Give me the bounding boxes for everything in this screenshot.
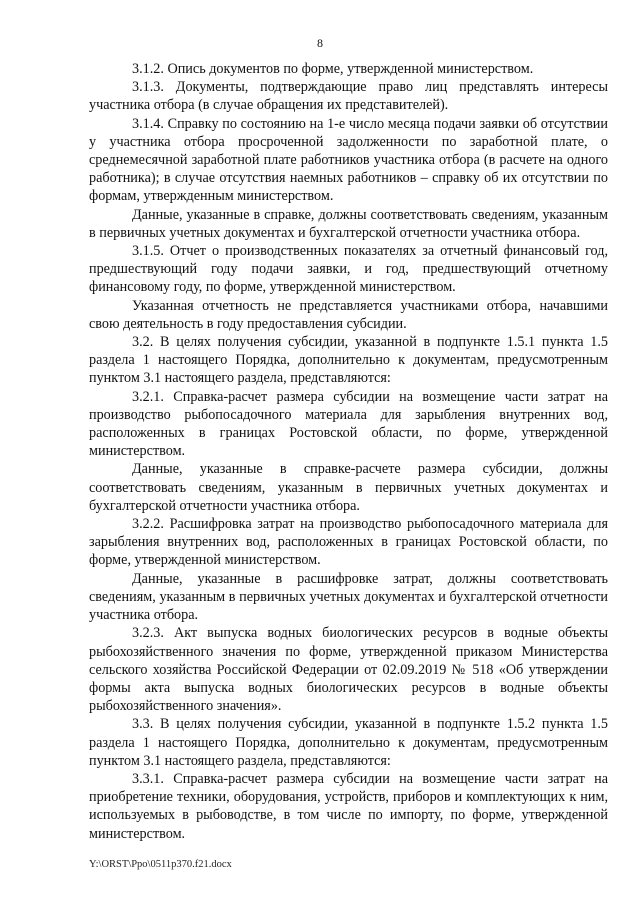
file-path-footer: Y:\ORST\Ppo\0511p370.f21.docx [89,859,232,870]
paragraph-3-1-3: 3.1.3. Документы, подтверждающие право лиц представлять интересы участника отбора (в случае обращения их представителей). [89,79,608,114]
document-body [89,60,608,843]
paragraph-3-1-2: 3.1.2. Опись документов по форме, утвержденной министерством. [132,61,534,77]
paragraph-3-2-2-note: Данные, указанные в расшифровке затрат, должны соответствовать сведениям, указанным в первичных учетных документах и бухгалтерской отчетности участника отбора. [89,570,608,624]
paragraph-3-2-1: 3.2.1. Справка-расчет размера субсидии на возмещение части затрат на производство рыбопосадочного материала для зарыбления внутренних вод, расположенных в границах Ростовской области, по форме, утвержденной министерством. [89,388,608,460]
paragraph-3-1-5-note: Указанная отчетность не представляется участниками отбора, начавшими свою деятельность в году предоставления субсидии. [89,297,608,332]
paragraph-3-1-4: 3.1.4. Справку по состоянию на 1-е число месяца подачи заявки об отсутствии у участника отбора просроченной задолженности по заработной плате, о среднемесячной заработной плате работников участника отбора (в расчете на одного работника); в случае отсутствия наемных работников – справку об их отсутствии по формам, утвержденным министерством. [89,115,608,205]
paragraph-3-2-3: 3.2.3. Акт выпуска водных биологических ресурсов в водные объекты рыбохозяйственного значения по форме, утвержденной приказом Министерства сельского хозяйства Российской Федерации от 02.09.2019 № 518 «Об утверждении формы акта выпуска водных биологических ресурсов в водные объекты рыбохозяйственного значения». [89,625,608,715]
paragraph-3-1-5: 3.1.5. Отчет о производственных показателях за отчетный финансовый год, предшествующий году подачи заявки, и год, предшествующий отчетному финансовому году, по форме, утвержденной министерством. [89,243,608,296]
paragraph-3-3: 3.3. В целях получения субсидии, указанной в подпункте 1.5.2 пункта 1.5 раздела 1 настоящего Порядка, дополнительно к документам, предусмотренным пунктом 3.1 настоящего раздела, представляются: [89,716,608,769]
page-number: 8 [317,36,323,50]
paragraph-3-2: 3.2. В целях получения субсидии, указанной в подпункте 1.5.1 пункта 1.5 раздела 1 настоящего Порядка, дополнительно к документам, предусмотренным пунктом 3.1 настоящего раздела, представляются: [89,334,608,387]
paragraph-3-3-1: 3.3.1. Справка-расчет размера субсидии на возмещение части затрат на приобретение техники, оборудования, устройств, приборов и комплектующих к ним, используемых в рыбоводстве, в том числе по импорту, по форме, утвержденной министерством. [89,770,608,842]
paragraph-3-1-4-note: Данные, указанные в справке, должны соответствовать сведениям, указанным в первичных учетных документах и бухгалтерской отчетности участника отбора. [89,206,608,241]
paragraph-3-2-2: 3.2.2. Расшифровка затрат на производство рыбопосадочного материала для зарыбления внутренних вод, расположенных в границах Ростовской области, по форме, утвержденной министерством. [89,516,608,569]
paragraph-3-2-1-note: Данные, указанные в справке-расчете размера субсидии, должны соответствовать сведениям, указанным в первичных учетных документах и бухгалтерской отчетности участника отбора. [89,461,608,514]
